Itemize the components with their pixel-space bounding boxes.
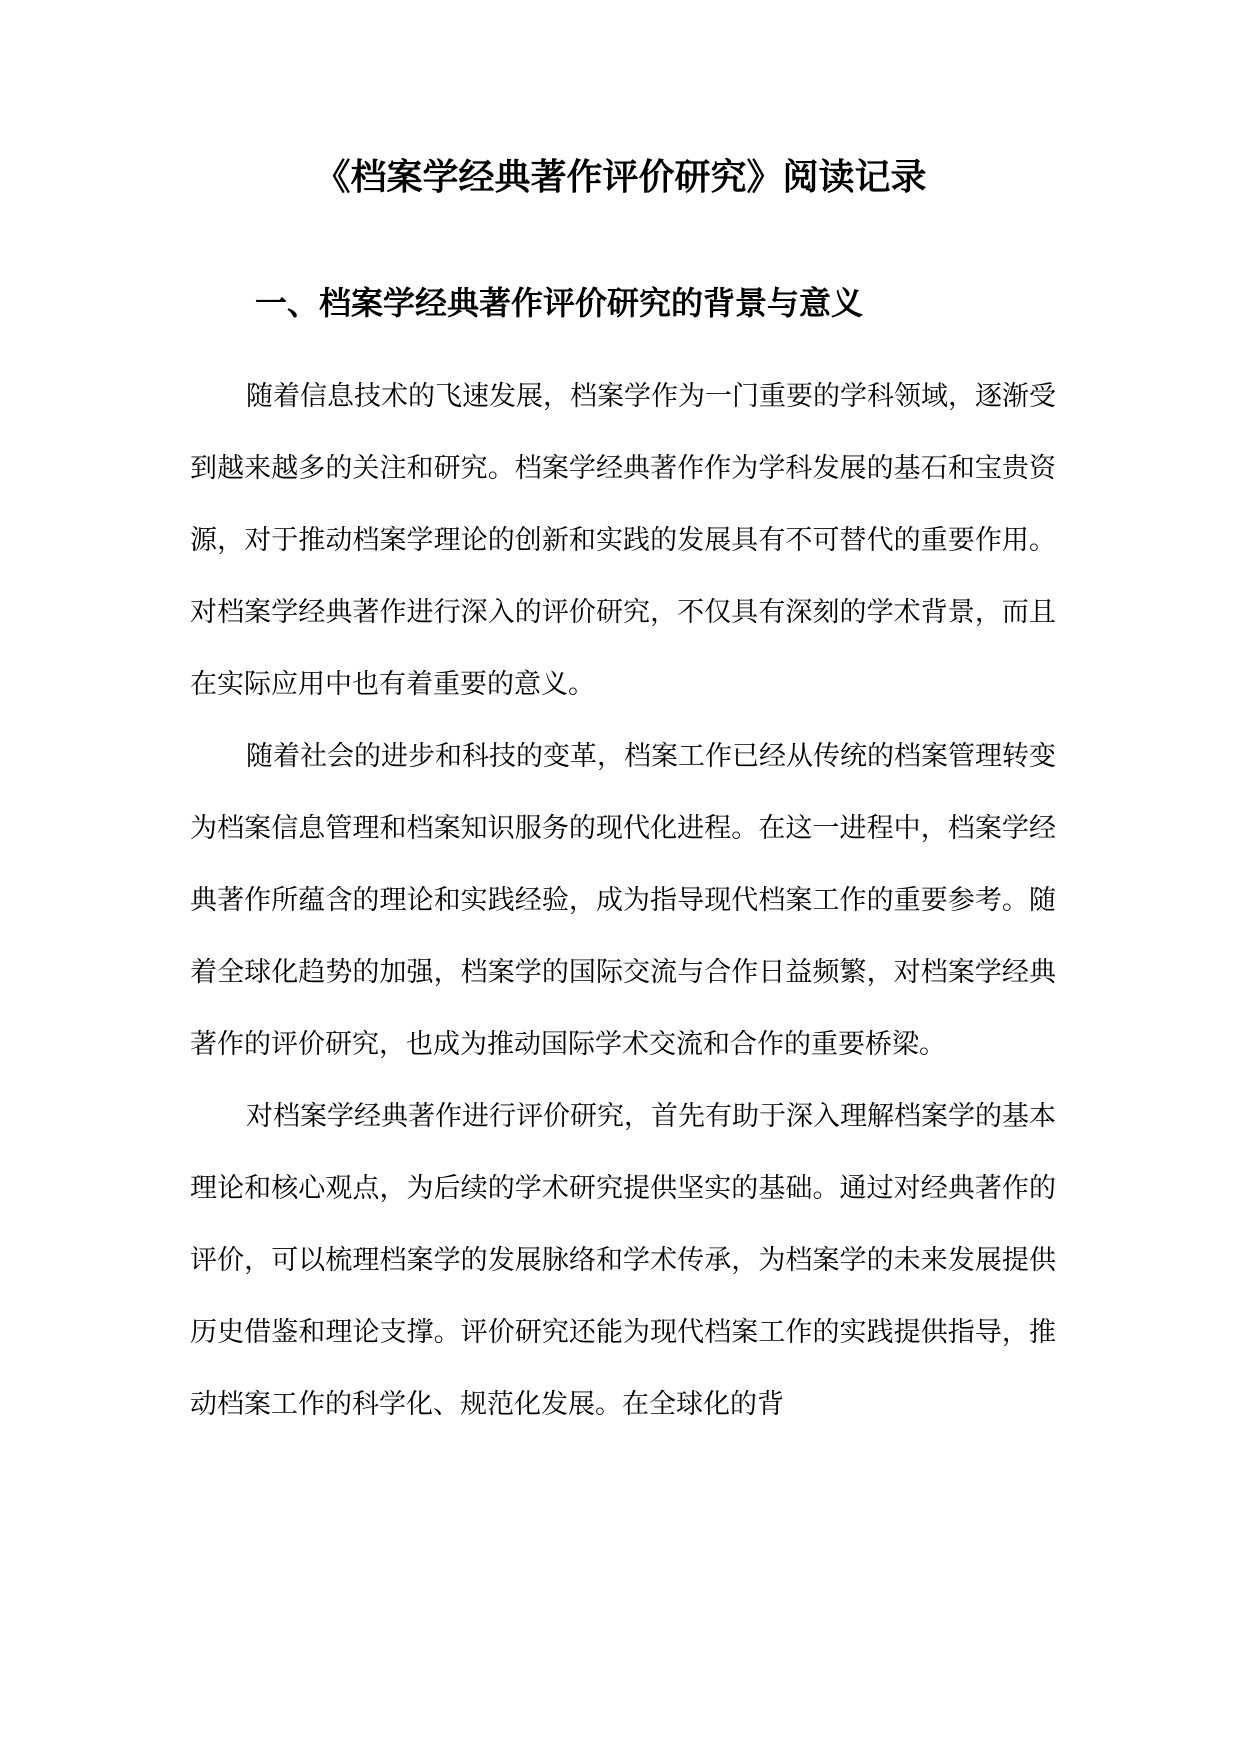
section-heading: 一、档案学经典著作评价研究的背景与意义 <box>255 284 864 322</box>
body-text <box>190 361 1056 1441</box>
paragraph-1: 随着信息技术的飞速发展，档案学作为一门重要的学科领域，逐渐受到越来越多的关注和研究。档案学经典著作作为学科发展的基石和宝贵资源，对于推动档案学理论的创新和实践的发展具有不可替代的重要作用。对档案学经典著作进行深入的评价研究，不仅具有深刻的学术背景，而且在实际应用中也有着重要的意义。 <box>190 381 1056 700</box>
document-title: 《档案学经典著作评价研究》阅读记录 <box>314 156 927 198</box>
paragraph-3: 对档案学经典著作进行评价研究，首先有助于深入理解档案学的基本理论和核心观点，为后续的学术研究提供坚实的基础。通过对经典著作的评价，可以梳理档案学的发展脉络和学术传承，为档案学的未来发展提供历史借鉴和理论支撑。评价研究还能为现代档案工作的实践提供指导，推动档案工作的科学化、规范化发展。在全球化的背 <box>190 1101 1056 1420</box>
paragraph-2: 随着社会的进步和科技的变革，档案工作已经从传统的档案管理转变为档案信息管理和档案知识服务的现代化进程。在这一进程中，档案学经典著作所蕴含的理论和实践经验，成为指导现代档案工作的重要参考。随着全球化趋势的加强，档案学的国际交流与合作日益频繁，对档案学经典著作的评价研究，也成为推动国际学术交流和合作的重要桥梁。 <box>190 741 1056 1060</box>
